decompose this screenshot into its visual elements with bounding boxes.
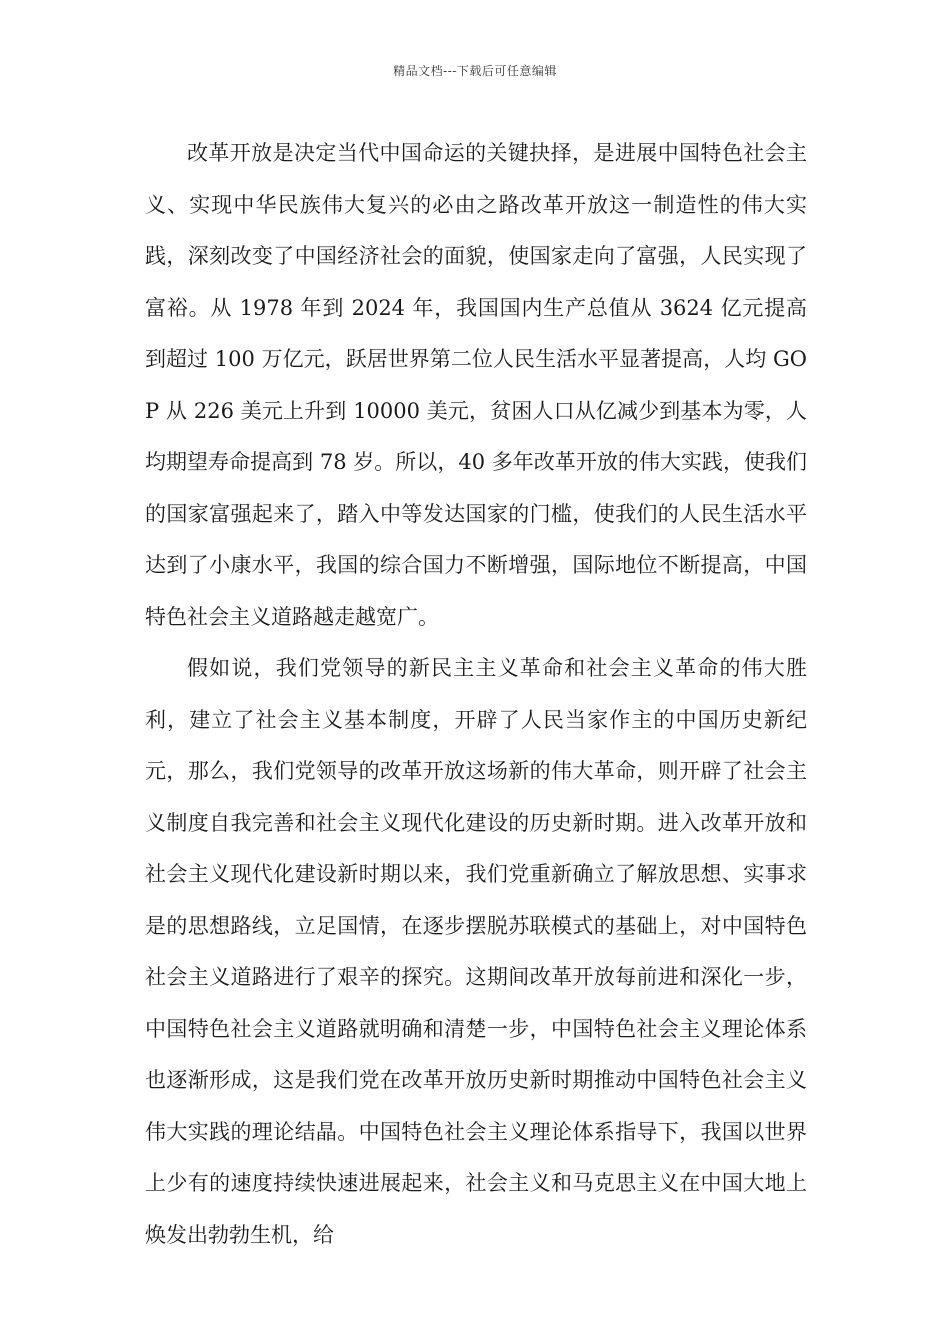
page-header: 精品文档---下载后可任意编辑 <box>393 64 557 78</box>
paragraph-1: 改革开放是决定当代中国命运的关键抉择，是进展中国特色社会主义、实现中华民族伟大复兴的必由之路改革开放这一制造性的伟大实践，深刻改变了中国经济社会的面貌，使国家走向了富强，人民实现了富裕。从 1978 年到 2024 年，我国国内生产总值从 3624 亿元提高到超过 100 万亿元，跃居世界第二位人民生活水平显著提高，人均 GOP 从 226 美元上升到 10000 美元，贫困人口从亿减少到基本为零，人均期望寿命提高到 78 岁。所以，40 多年改革开放的伟大实践，使我们的国家富强起来了，踏入中等发达国家的门槛，使我们的人民生活水平达到了小康水平，我国的综合国力不断增强，国际地位不断提高，中国特色社会主义道路越走越宽广。 <box>145 141 807 629</box>
paragraph-2: 假如说，我们党领导的新民主主义革命和社会主义革命的伟大胜利，建立了社会主义基本制度，开辟了人民当家作主的中国历史新纪元，那么，我们党领导的改革开放这场新的伟大革命，则开辟了社会主义制度自我完善和社会主义现代化建设的历史新时期。进入改革开放和社会主义现代化建设新时期以来，我们党重新确立了解放思想、实事求是的思想路线，立足国情，在逐步摆脱苏联模式的基础上，对中国特色社会主义道路进行了艰辛的探究。这期间改革开放每前进和深化一步，中国特色社会主义道路就明确和清楚一步，中国特色社会主义理论体系也逐渐形成，这是我们党在改革开放历史新时期推动中国特色社会主义伟大实践的理论结晶。中国特色社会主义理论体系指导下，我国以世界上少有的速度持续快速进展起来，社会主义和马克思主义在中国大地上焕发出勃勃生机，给 <box>145 656 807 1247</box>
document-body <box>145 128 807 1261</box>
